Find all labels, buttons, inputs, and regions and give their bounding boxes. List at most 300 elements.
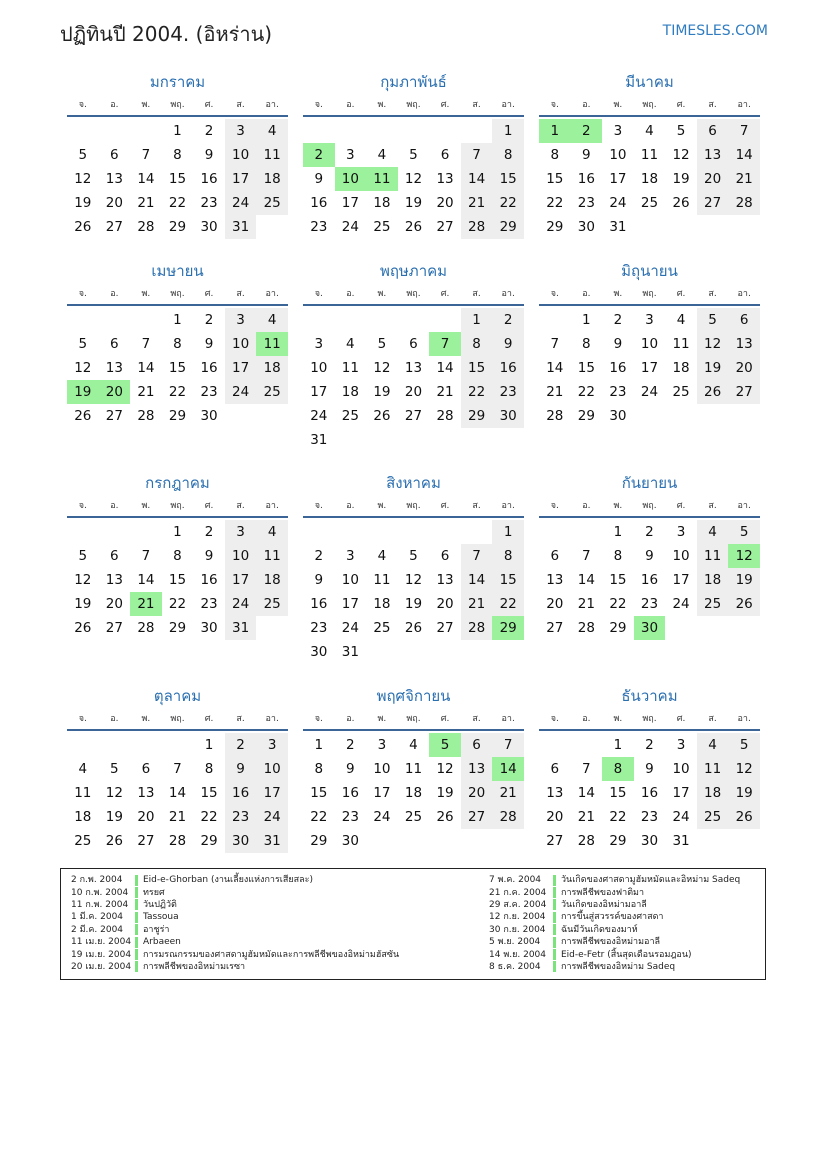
day-cell[interactable]: 8	[492, 544, 524, 568]
day-cell[interactable]: 22	[168, 384, 187, 400]
day-cell[interactable]: 29	[310, 833, 328, 849]
day-cell[interactable]: 13	[404, 360, 423, 376]
day-cell[interactable]: 19	[74, 195, 92, 211]
day-cell[interactable]: 14	[137, 572, 155, 588]
day-cell[interactable]: 1	[461, 308, 493, 332]
day-cell[interactable]: 19	[697, 356, 729, 380]
day-cell[interactable]: 1	[492, 119, 524, 143]
day-cell[interactable]: 16	[200, 360, 218, 376]
day-cell[interactable]: 3	[225, 308, 257, 332]
day-cell[interactable]: 20	[436, 596, 454, 612]
day-cell[interactable]: 17	[341, 596, 359, 612]
day-cell[interactable]: 6	[697, 119, 729, 143]
day-cell[interactable]: 11	[74, 785, 92, 801]
day-cell[interactable]: 27	[105, 408, 123, 424]
day-cell[interactable]: 3	[346, 147, 355, 163]
day-cell[interactable]: 3	[346, 548, 355, 564]
day-cell[interactable]: 6	[440, 147, 450, 163]
day-cell[interactable]: 2	[204, 524, 214, 540]
day-cell[interactable]: 6	[728, 308, 760, 332]
day-cell[interactable]: 24	[672, 809, 690, 825]
day-cell[interactable]: 28	[461, 215, 493, 239]
day-cell[interactable]: 29	[200, 833, 218, 849]
day-cell[interactable]: 1	[173, 524, 182, 540]
day-cell[interactable]: 23	[200, 596, 218, 612]
day-cell[interactable]: 19	[105, 809, 123, 825]
day-cell[interactable]: 14	[728, 143, 760, 167]
day-cell[interactable]: 12	[728, 544, 760, 568]
day-cell[interactable]: 6	[409, 336, 418, 352]
day-cell[interactable]: 20	[436, 195, 454, 211]
day-cell[interactable]: 7	[582, 761, 591, 777]
day-cell[interactable]: 26	[728, 592, 760, 616]
day-cell[interactable]: 10	[256, 757, 288, 781]
day-cell[interactable]: 7	[429, 332, 461, 356]
day-cell[interactable]: 20	[105, 596, 123, 612]
day-cell[interactable]: 18	[256, 167, 288, 191]
day-cell[interactable]: 2	[204, 123, 214, 139]
day-cell[interactable]: 21	[130, 592, 162, 616]
day-cell[interactable]: 9	[645, 761, 654, 777]
day-cell[interactable]: 5	[728, 520, 760, 544]
day-cell[interactable]: 21	[137, 384, 155, 400]
day-cell[interactable]: 24	[341, 219, 359, 235]
day-cell[interactable]: 14	[137, 171, 155, 187]
day-cell[interactable]: 26	[672, 195, 690, 211]
day-cell[interactable]: 15	[609, 785, 627, 801]
day-cell[interactable]: 27	[728, 380, 760, 404]
day-cell[interactable]: 25	[341, 408, 359, 424]
day-cell[interactable]: 7	[550, 336, 560, 352]
day-cell[interactable]: 19	[67, 380, 99, 404]
day-cell[interactable]: 5	[697, 308, 729, 332]
day-cell[interactable]: 23	[609, 384, 627, 400]
day-cell[interactable]: 17	[225, 356, 257, 380]
day-cell[interactable]: 10	[640, 336, 659, 352]
day-cell[interactable]: 7	[173, 761, 182, 777]
day-cell[interactable]: 11	[256, 332, 288, 356]
day-cell[interactable]: 7	[582, 548, 591, 564]
day-cell[interactable]: 2	[204, 312, 214, 328]
day-cell[interactable]: 31	[341, 644, 359, 660]
day-cell[interactable]: 28	[577, 620, 595, 636]
day-cell[interactable]: 12	[74, 171, 92, 187]
day-cell[interactable]: 26	[436, 809, 454, 825]
day-cell[interactable]: 8	[582, 336, 591, 352]
day-cell[interactable]: 3	[256, 733, 288, 757]
day-cell[interactable]: 29	[609, 620, 627, 636]
day-cell[interactable]: 24	[672, 596, 690, 612]
day-cell[interactable]: 11	[373, 572, 391, 588]
day-cell[interactable]: 4	[697, 520, 729, 544]
day-cell[interactable]: 19	[672, 171, 690, 187]
day-cell[interactable]: 17	[310, 384, 328, 400]
day-cell[interactable]: 24	[225, 380, 257, 404]
day-cell[interactable]: 16	[492, 356, 524, 380]
day-cell[interactable]: 31	[609, 219, 627, 235]
day-cell[interactable]: 15	[609, 572, 627, 588]
day-cell[interactable]: 11	[640, 147, 659, 163]
day-cell[interactable]: 31	[672, 833, 690, 849]
day-cell[interactable]: 14	[461, 568, 493, 592]
day-cell[interactable]: 23	[310, 620, 328, 636]
day-cell[interactable]: 18	[341, 384, 359, 400]
day-cell[interactable]: 5	[377, 336, 387, 352]
day-cell[interactable]: 25	[697, 805, 729, 829]
day-cell[interactable]: 10	[225, 544, 257, 568]
day-cell[interactable]: 2	[571, 119, 603, 143]
day-cell[interactable]: 22	[168, 195, 187, 211]
day-cell[interactable]: 15	[546, 171, 564, 187]
day-cell[interactable]: 8	[613, 548, 623, 564]
day-cell[interactable]: 1	[204, 737, 214, 753]
day-cell[interactable]: 4	[256, 520, 288, 544]
day-cell[interactable]: 15	[168, 360, 187, 376]
day-cell[interactable]: 26	[404, 219, 423, 235]
day-cell[interactable]: 20	[697, 167, 729, 191]
day-cell[interactable]: 9	[645, 548, 654, 564]
day-cell[interactable]: 22	[310, 809, 328, 825]
day-cell[interactable]: 25	[256, 191, 288, 215]
day-cell[interactable]: 20	[461, 781, 493, 805]
day-cell[interactable]: 6	[141, 761, 151, 777]
day-cell[interactable]: 6	[550, 548, 560, 564]
day-cell[interactable]: 10	[609, 147, 627, 163]
day-cell[interactable]: 11	[404, 761, 423, 777]
day-cell[interactable]: 13	[105, 171, 123, 187]
day-cell[interactable]: 15	[577, 360, 595, 376]
day-cell[interactable]: 20	[728, 356, 760, 380]
day-cell[interactable]: 14	[492, 757, 524, 781]
day-cell[interactable]: 7	[461, 544, 493, 568]
day-cell[interactable]: 24	[341, 620, 359, 636]
day-cell[interactable]: 5	[78, 548, 88, 564]
day-cell[interactable]: 22	[546, 195, 564, 211]
day-cell[interactable]: 18	[373, 195, 391, 211]
day-cell[interactable]: 15	[200, 785, 218, 801]
day-cell[interactable]: 18	[697, 781, 729, 805]
day-cell[interactable]: 13	[105, 360, 123, 376]
day-cell[interactable]: 1	[492, 520, 524, 544]
day-cell[interactable]: 28	[546, 408, 564, 424]
day-cell[interactable]: 8	[173, 548, 182, 564]
day-cell[interactable]: 23	[640, 809, 659, 825]
day-cell[interactable]: 4	[409, 737, 418, 753]
day-cell[interactable]: 23	[225, 805, 257, 829]
day-cell[interactable]: 7	[461, 143, 493, 167]
day-cell[interactable]: 12	[436, 761, 454, 777]
day-cell[interactable]: 8	[550, 147, 560, 163]
day-cell[interactable]: 5	[728, 733, 760, 757]
day-cell[interactable]: 10	[672, 761, 690, 777]
day-cell[interactable]: 4	[346, 336, 355, 352]
day-cell[interactable]: 14	[577, 785, 595, 801]
day-cell[interactable]: 12	[74, 572, 92, 588]
day-cell[interactable]: 10	[672, 548, 690, 564]
day-cell[interactable]: 17	[609, 171, 627, 187]
day-cell[interactable]: 1	[539, 119, 571, 143]
day-cell[interactable]: 1	[582, 312, 591, 328]
day-cell[interactable]: 17	[256, 781, 288, 805]
day-cell[interactable]: 8	[492, 143, 524, 167]
day-cell[interactable]: 8	[461, 332, 493, 356]
day-cell[interactable]: 21	[137, 195, 155, 211]
day-cell[interactable]: 27	[105, 620, 123, 636]
day-cell[interactable]: 4	[645, 123, 654, 139]
day-cell[interactable]: 23	[310, 219, 328, 235]
day-cell[interactable]: 13	[728, 332, 760, 356]
day-cell[interactable]: 9	[582, 147, 591, 163]
day-cell[interactable]: 19	[74, 596, 92, 612]
day-cell[interactable]: 26	[404, 620, 423, 636]
day-cell[interactable]: 20	[546, 596, 564, 612]
day-cell[interactable]: 14	[546, 360, 564, 376]
day-cell[interactable]: 6	[461, 733, 493, 757]
day-cell[interactable]: 16	[200, 171, 218, 187]
day-cell[interactable]: 3	[377, 737, 387, 753]
day-cell[interactable]: 31	[225, 215, 257, 239]
day-cell[interactable]: 11	[341, 360, 359, 376]
day-cell[interactable]: 16	[310, 596, 328, 612]
day-cell[interactable]: 21	[461, 592, 493, 616]
day-cell[interactable]: 11	[366, 167, 398, 191]
day-cell[interactable]: 14	[137, 360, 155, 376]
day-cell[interactable]: 5	[676, 123, 686, 139]
day-cell[interactable]: 19	[373, 384, 391, 400]
day-cell[interactable]: 23	[577, 195, 595, 211]
day-cell[interactable]: 10	[310, 360, 328, 376]
day-cell[interactable]: 5	[110, 761, 119, 777]
day-cell[interactable]: 9	[492, 332, 524, 356]
day-cell[interactable]: 7	[728, 119, 760, 143]
day-cell[interactable]: 2	[613, 312, 623, 328]
day-cell[interactable]: 16	[577, 171, 595, 187]
day-cell[interactable]: 21	[546, 384, 564, 400]
day-cell[interactable]: 6	[110, 548, 119, 564]
day-cell[interactable]: 7	[141, 548, 151, 564]
day-cell[interactable]: 25	[404, 809, 423, 825]
day-cell[interactable]: 26	[74, 620, 92, 636]
day-cell[interactable]: 15	[492, 167, 524, 191]
day-cell[interactable]: 17	[672, 785, 690, 801]
day-cell[interactable]: 28	[461, 616, 493, 640]
day-cell[interactable]: 20	[105, 195, 123, 211]
day-cell[interactable]: 28	[137, 620, 155, 636]
day-cell[interactable]: 1	[314, 737, 324, 753]
day-cell[interactable]: 21	[168, 809, 187, 825]
day-cell[interactable]: 15	[168, 572, 187, 588]
day-cell[interactable]: 27	[697, 191, 729, 215]
day-cell[interactable]: 18	[640, 171, 659, 187]
site-link[interactable]: TIMESLES.COM	[662, 23, 768, 39]
day-cell[interactable]: 6	[110, 147, 119, 163]
day-cell[interactable]: 2	[314, 548, 324, 564]
day-cell[interactable]: 6	[110, 336, 119, 352]
day-cell[interactable]: 22	[577, 384, 595, 400]
day-cell[interactable]: 19	[436, 785, 454, 801]
day-cell[interactable]: 22	[492, 191, 524, 215]
day-cell[interactable]: 5	[409, 147, 418, 163]
day-cell[interactable]: 16	[640, 785, 659, 801]
day-cell[interactable]: 10	[335, 167, 367, 191]
day-cell[interactable]: 29	[577, 408, 595, 424]
day-cell[interactable]: 25	[373, 219, 391, 235]
day-cell[interactable]: 21	[436, 384, 454, 400]
day-cell[interactable]: 18	[256, 568, 288, 592]
day-cell[interactable]: 12	[697, 332, 729, 356]
day-cell[interactable]: 13	[137, 785, 155, 801]
day-cell[interactable]: 29	[461, 404, 493, 428]
day-cell[interactable]: 28	[168, 833, 187, 849]
day-cell[interactable]: 20	[99, 380, 131, 404]
day-cell[interactable]: 21	[577, 809, 595, 825]
day-cell[interactable]: 24	[640, 384, 659, 400]
day-cell[interactable]: 20	[404, 384, 423, 400]
day-cell[interactable]: 23	[341, 809, 359, 825]
day-cell[interactable]: 15	[168, 171, 187, 187]
day-cell[interactable]: 25	[697, 592, 729, 616]
day-cell[interactable]: 12	[105, 785, 123, 801]
day-cell[interactable]: 28	[492, 805, 524, 829]
day-cell[interactable]: 24	[373, 809, 391, 825]
day-cell[interactable]: 17	[225, 167, 257, 191]
day-cell[interactable]: 31	[256, 829, 288, 853]
day-cell[interactable]: 18	[672, 360, 690, 376]
day-cell[interactable]: 21	[461, 191, 493, 215]
day-cell[interactable]: 24	[310, 408, 328, 424]
day-cell[interactable]: 27	[436, 620, 454, 636]
day-cell[interactable]: 5	[78, 147, 88, 163]
day-cell[interactable]: 17	[341, 195, 359, 211]
day-cell[interactable]: 18	[404, 785, 423, 801]
day-cell[interactable]: 30	[492, 404, 524, 428]
day-cell[interactable]: 25	[373, 620, 391, 636]
day-cell[interactable]: 12	[672, 147, 690, 163]
day-cell[interactable]: 18	[74, 809, 92, 825]
day-cell[interactable]: 10	[341, 572, 359, 588]
day-cell[interactable]: 12	[404, 171, 423, 187]
day-cell[interactable]: 23	[200, 195, 218, 211]
day-cell[interactable]: 15	[492, 568, 524, 592]
day-cell[interactable]: 29	[492, 215, 524, 239]
day-cell[interactable]: 27	[546, 833, 564, 849]
day-cell[interactable]: 10	[373, 761, 391, 777]
day-cell[interactable]: 4	[377, 147, 387, 163]
day-cell[interactable]: 27	[436, 219, 454, 235]
day-cell[interactable]: 19	[404, 195, 423, 211]
day-cell[interactable]: 13	[697, 143, 729, 167]
day-cell[interactable]: 7	[141, 336, 151, 352]
day-cell[interactable]: 28	[137, 219, 155, 235]
day-cell[interactable]: 3	[645, 312, 654, 328]
day-cell[interactable]: 13	[436, 171, 454, 187]
day-cell[interactable]: 22	[492, 592, 524, 616]
day-cell[interactable]: 2	[346, 737, 355, 753]
day-cell[interactable]: 3	[225, 119, 257, 143]
day-cell[interactable]: 12	[728, 757, 760, 781]
day-cell[interactable]: 9	[225, 757, 257, 781]
day-cell[interactable]: 2	[492, 308, 524, 332]
day-cell[interactable]: 28	[577, 833, 595, 849]
day-cell[interactable]: 25	[74, 833, 92, 849]
day-cell[interactable]: 18	[697, 568, 729, 592]
day-cell[interactable]: 26	[74, 408, 92, 424]
day-cell[interactable]: 22	[168, 596, 187, 612]
day-cell[interactable]: 29	[168, 620, 187, 636]
day-cell[interactable]: 8	[204, 761, 214, 777]
day-cell[interactable]: 27	[137, 833, 155, 849]
day-cell[interactable]: 21	[728, 167, 760, 191]
day-cell[interactable]: 24	[225, 592, 257, 616]
day-cell[interactable]: 16	[640, 572, 659, 588]
day-cell[interactable]: 24	[609, 195, 627, 211]
day-cell[interactable]: 30	[310, 644, 328, 660]
day-cell[interactable]: 17	[640, 360, 659, 376]
day-cell[interactable]: 26	[373, 408, 391, 424]
day-cell[interactable]: 24	[225, 191, 257, 215]
day-cell[interactable]: 5	[78, 336, 88, 352]
day-cell[interactable]: 3	[676, 524, 686, 540]
day-cell[interactable]: 22	[609, 596, 627, 612]
day-cell[interactable]: 30	[225, 829, 257, 853]
day-cell[interactable]: 18	[256, 356, 288, 380]
day-cell[interactable]: 30	[640, 833, 659, 849]
day-cell[interactable]: 4	[256, 119, 288, 143]
day-cell[interactable]: 4	[697, 733, 729, 757]
day-cell[interactable]: 16	[200, 572, 218, 588]
day-cell[interactable]: 14	[577, 572, 595, 588]
day-cell[interactable]: 1	[613, 524, 623, 540]
day-cell[interactable]: 30	[341, 833, 359, 849]
day-cell[interactable]: 1	[173, 123, 182, 139]
day-cell[interactable]: 13	[436, 572, 454, 588]
day-cell[interactable]: 4	[377, 548, 387, 564]
day-cell[interactable]: 23	[492, 380, 524, 404]
day-cell[interactable]: 24	[256, 805, 288, 829]
day-cell[interactable]: 27	[461, 805, 493, 829]
day-cell[interactable]: 11	[672, 336, 690, 352]
day-cell[interactable]: 19	[728, 568, 760, 592]
day-cell[interactable]: 25	[256, 592, 288, 616]
day-cell[interactable]: 26	[74, 219, 92, 235]
day-cell[interactable]: 13	[461, 757, 493, 781]
day-cell[interactable]: 30	[200, 620, 218, 636]
day-cell[interactable]: 25	[256, 380, 288, 404]
day-cell[interactable]: 9	[613, 336, 623, 352]
day-cell[interactable]: 16	[225, 781, 257, 805]
day-cell[interactable]: 21	[492, 781, 524, 805]
day-cell[interactable]: 2	[645, 524, 654, 540]
day-cell[interactable]: 3	[314, 336, 324, 352]
day-cell[interactable]: 8	[173, 147, 182, 163]
day-cell[interactable]: 15	[310, 785, 328, 801]
day-cell[interactable]: 12	[404, 572, 423, 588]
day-cell[interactable]: 8	[602, 757, 634, 781]
day-cell[interactable]: 3	[613, 123, 623, 139]
day-cell[interactable]: 30	[200, 408, 218, 424]
day-cell[interactable]: 26	[697, 380, 729, 404]
day-cell[interactable]: 2	[645, 737, 654, 753]
day-cell[interactable]: 8	[173, 336, 182, 352]
day-cell[interactable]: 11	[256, 544, 288, 568]
day-cell[interactable]: 9	[314, 171, 324, 187]
day-cell[interactable]: 10	[225, 332, 257, 356]
day-cell[interactable]: 19	[404, 596, 423, 612]
day-cell[interactable]: 11	[697, 544, 729, 568]
day-cell[interactable]: 1	[173, 312, 182, 328]
day-cell[interactable]: 17	[225, 568, 257, 592]
day-cell[interactable]: 23	[200, 384, 218, 400]
